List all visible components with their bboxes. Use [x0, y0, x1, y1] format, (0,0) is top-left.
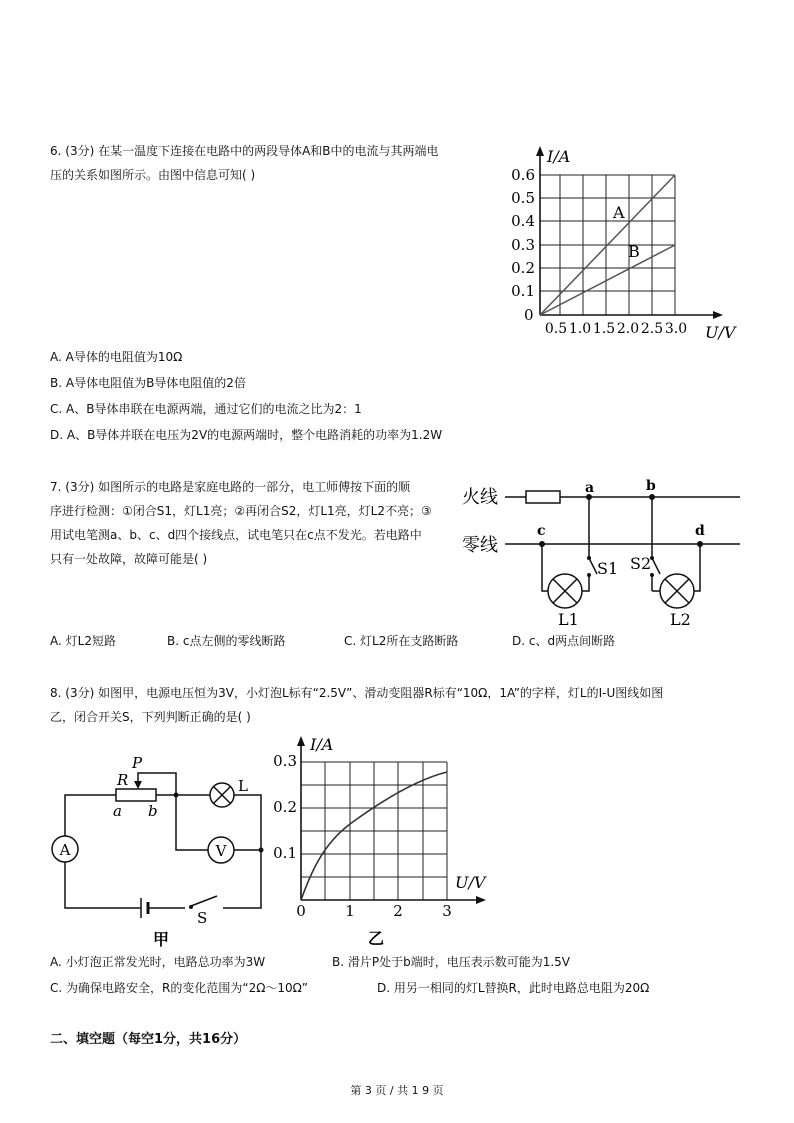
q6-xtick: 1.0 [568, 321, 592, 337]
q8-ammeter-label: A [59, 841, 71, 859]
q7-point-a: a [585, 480, 595, 496]
q7-point-d: d [695, 523, 705, 539]
q6-number: 6. (3分) [50, 144, 95, 158]
q8-grid [301, 762, 447, 900]
q8-rheostat [116, 789, 156, 801]
q7-text-line1 [50, 475, 410, 499]
q7-neutral-wire-label: 零线 [462, 535, 498, 556]
q8-voltmeter-label: V [215, 842, 227, 860]
q7-point-b: b [646, 478, 656, 494]
q7-fuse [526, 491, 560, 503]
q6-option-a[interactable]: A. A导体的电阻值为10Ω [50, 350, 183, 364]
q8-label-b: b [148, 802, 158, 820]
q7-option-a[interactable]: A. 灯L2短路 [50, 634, 116, 648]
q6-label-a: A [613, 203, 625, 222]
q8-switch [191, 896, 217, 906]
q6-ytick: 0.5 [511, 189, 535, 207]
q6-ytick: 0.4 [511, 212, 535, 230]
q6-xtick: 0.5 [544, 321, 568, 337]
q8-label-a: a [113, 802, 122, 820]
q6-xtick: 2.5 [640, 321, 664, 337]
q8-xtick: 2 [393, 902, 403, 920]
q7-stem-4: 只有一处故障，故障可能是( ) [50, 552, 208, 566]
q7-label-s2: S2 [630, 554, 652, 573]
q6-stem-2: 压的关系如图所示。由图中信息可知( ) [50, 168, 256, 182]
q8-stem-2: 乙，闭合开关S，下列判断正确的是( ) [50, 710, 251, 724]
q6-xtick: 2.0 [616, 321, 640, 337]
q8-option-b[interactable]: B. 滑片P处于b端时，电压表示数可能为1.5V [332, 955, 571, 969]
q8-option-c[interactable]: C. 为确保电路安全，R的变化范围为“2Ω～10Ω” [50, 981, 309, 995]
q6-ylabel: I/A [547, 147, 571, 166]
q8-label-r: R [117, 771, 129, 789]
q7-option-d[interactable]: D. c、d两点间断路 [512, 634, 616, 648]
q7-option-c[interactable]: C. 灯L2所在支路断路 [344, 634, 459, 648]
q8-label-s: S [197, 909, 208, 927]
q6-option-d[interactable]: D. A、B导体并联在电压为2V的电源两端时，整个电路消耗的功率为1.2W [50, 428, 443, 442]
q7-label-l1: L1 [558, 610, 579, 629]
q8-option-a[interactable]: A. 小灯泡正常发光时，电路总功率为3W [50, 955, 266, 969]
q8-circuit-jia [45, 740, 285, 950]
q6-origin: 0 [524, 306, 534, 324]
q7-household-circuit [460, 475, 750, 630]
q8-xtick: 0 [296, 902, 306, 920]
q6-ytick: 0.2 [511, 259, 535, 277]
q8-ylabel: I/A [310, 735, 334, 754]
q7-option-b[interactable]: B. c点左侧的零线断路 [167, 634, 286, 648]
q8-ytick: 0.3 [273, 752, 297, 770]
q7-stem-3: 用试电笔测a、b、c、d四个接线点，试电笔只在c点不发光。若电路中 [50, 528, 422, 542]
q8-caption-jia: 甲 [153, 930, 170, 949]
q8-stem-1: 如图甲，电源电压恒为3V，小灯泡L标有“2.5V”、滑动变阻器R标有“10Ω，1A”的字样，灯L的I-U图线如图 [98, 686, 664, 700]
q6-xtick: 1.5 [592, 321, 616, 337]
q8-option-d[interactable]: D. 用另一相同的灯L替换R，此时电路总电阻为20Ω [377, 981, 650, 995]
q8-label-l: L [238, 777, 248, 795]
q7-switch-s1 [589, 558, 597, 574]
q8-caption-yi: 乙 [368, 929, 385, 948]
q7-stem-1: 如图所示的电路是家庭电路的一部分，电工师傅按下面的顺 [98, 480, 411, 494]
q6-iu-chart [495, 140, 755, 345]
q8-xtick: 1 [345, 902, 355, 920]
q6-option-b[interactable]: B. A导体电阻值为B导体电阻值的2倍 [50, 376, 246, 390]
q8-label-p: P [132, 754, 143, 772]
q8-iu-chart-yi [270, 730, 500, 950]
q7-live-wire-label: 火线 [462, 487, 498, 508]
q7-number: 7. (3分) [50, 480, 95, 494]
q7-label-l2: L2 [670, 610, 691, 629]
q8-xtick: 3 [442, 902, 452, 920]
q6-stem-1: 在某一温度下连接在电路中的两段导体A和B中的电流与其两端电 [98, 144, 439, 158]
q7-stem-2: 序进行检测：①闭合S1，灯L1亮；②再闭合S2，灯L1亮，灯L2不亮；③ [50, 504, 432, 518]
q8-ytick: 0.2 [273, 798, 297, 816]
q8-number: 8. (3分) [50, 686, 95, 700]
q7-label-s1: S1 [597, 559, 619, 578]
q6-label-b: B [628, 242, 640, 261]
q6-ytick: 0.3 [511, 236, 535, 254]
section-heading-fill-in: 二、填空题（每空1分，共16分） [50, 1032, 247, 1047]
q8-xlabel: U/V [455, 873, 486, 892]
q6-text-line1 [50, 139, 439, 163]
q6-xlabel: U/V [705, 323, 736, 342]
q7-switch-s2 [652, 558, 660, 574]
page-footer: 第 3 页 / 共 1 9 页 [350, 1084, 444, 1097]
q8-ytick: 0.1 [273, 844, 297, 862]
q6-option-c[interactable]: C. A、B导体串联在电源两端，通过它们的电流之比为2：1 [50, 402, 362, 416]
q6-xtick: 3.0 [664, 321, 688, 337]
q8-text-line1 [50, 681, 663, 705]
q6-ytick: 0.6 [511, 166, 535, 184]
q6-ytick: 0.1 [511, 282, 535, 300]
q7-point-c: c [537, 523, 546, 539]
